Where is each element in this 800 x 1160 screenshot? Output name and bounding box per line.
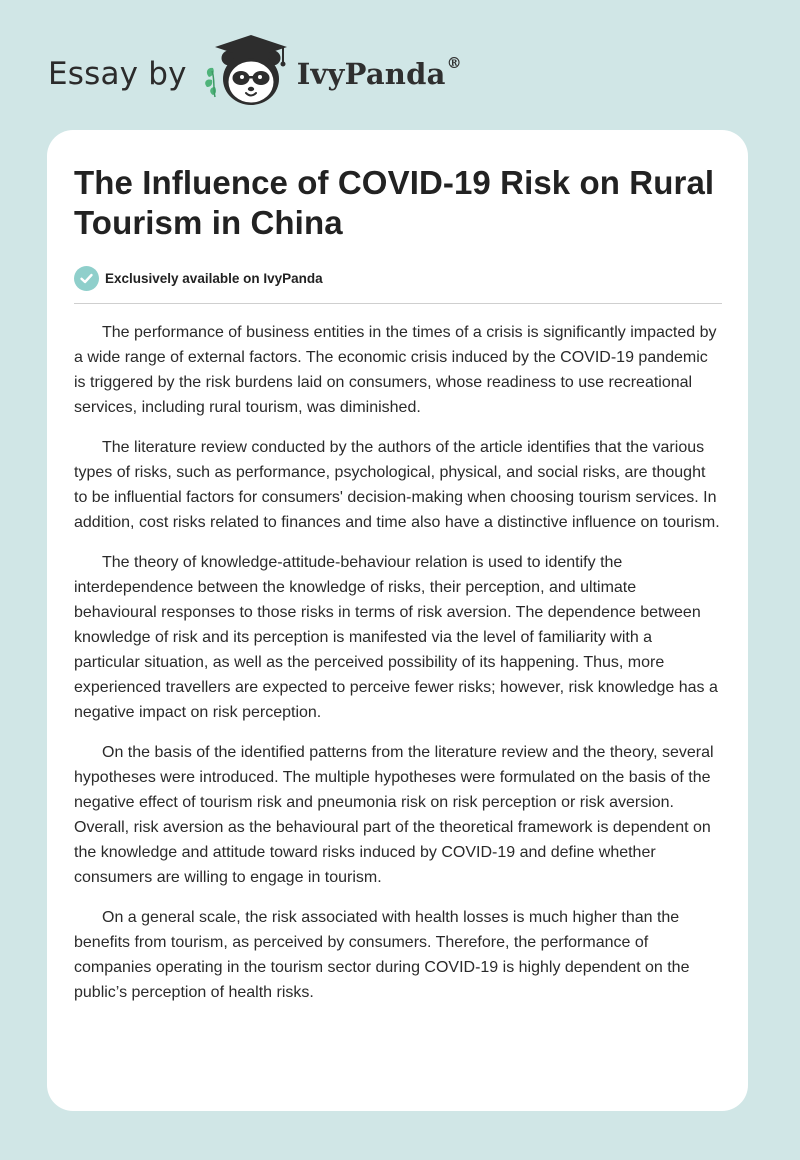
exclusive-badge-text: Exclusively available on IvyPanda [105, 270, 323, 286]
essay-by-label: Essay by [48, 56, 187, 92]
title-divider [74, 303, 722, 304]
check-icon [74, 266, 99, 291]
panda-graduate-logo-icon[interactable] [203, 33, 295, 109]
brand-text: IvyPanda [296, 57, 446, 91]
essay-card [47, 130, 748, 1111]
paragraph: On the basis of the identified patterns from the literature review and the theory, several hypotheses were introduced. The multiple hypotheses were formulated on the basis of the negative effect of tourism risk and pneumonia risk on risk perception or risk aversion. Overall, risk aversion as the behavioural part of the theoretical framework is dependent on the knowledge and attitude toward risks induced by COVID-19 and define whether consumers are willing to engage in tourism. [74, 744, 714, 886]
page-title: The Influence of COVID-19 Risk on Rural Tourism in China [74, 164, 715, 241]
registered-mark: ® [446, 54, 462, 72]
paragraph: The theory of knowledge-attitude-behaviour relation is used to identify the interdependence between the knowledge of risks, their perception, and ultimate behavioural responses to those risks in terms of risk aversion. The dependence between knowledge of risk and its perception is manifested via the level of familiarity with a particular situation, as well as the perceived possibility of its happening. Thus, more experienced travellers are expected to perceive fewer risks; however, risk knowledge has a negative impact on risk perception. [74, 554, 718, 721]
site-header [48, 34, 462, 114]
brand-name[interactable] [296, 54, 462, 91]
essay-body [74, 320, 722, 1005]
paragraph: The literature review conducted by the authors of the article identifies that the various types of risks, such as performance, psychological, physical, and social risks, are thought to be influential factors for consumers' decision-making when choosing tourism services. In addition, cost risks related to finances and time also have a distinctive influence on tourism. [74, 439, 720, 531]
paragraph: On a general scale, the risk associated with health losses is much higher than the benefits from tourism, as perceived by consumers. Therefore, the performance of companies operating in the tourism sector during COVID-19 is highly dependent on the public’s perception of health risks. [74, 909, 690, 1001]
paragraph: The performance of business entities in the times of a crisis is significantly impacted by a wide range of external factors. The economic crisis induced by the COVID-19 pandemic is triggered by the risk burdens laid on consumers, whose readiness to use recreational services, including rural tourism, was diminished. [74, 324, 717, 416]
exclusive-badge [74, 264, 722, 292]
